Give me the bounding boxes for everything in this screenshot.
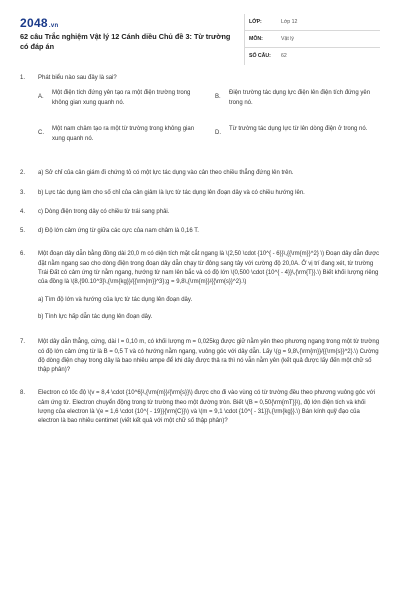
question-item — [20, 208, 380, 217]
brand-tld: .vn — [48, 23, 59, 29]
question-text: Electron có tốc độ \(v = 8,4 \cdot {10^6}\,{\rm{m}}/{\rm{s}}\) được cho đi vào vùng có từ trường đều theo phương vuông góc với cảm ứng từ. Electron chuyển động trong từ trường theo một đường tròn. Biết \(B = 0,50{\rm{mT}}\), độ lớn điện tích và khối lượng của electron là \(e = 1,6 \cdot {10^{ - 19}}{\rm{C}}\) và \(m = 9,1 \cdot {10^{ - 31}}\,{\rm{kg}}.\) Bán kính quỹ đạo của electron là bao nhiêu centimet (viết kết quả với một chữ số thập phân)? — [38, 390, 375, 425]
option-text: Điện trường tác dụng lực điện lên điện tích đứng yên trong nó. — [229, 90, 371, 106]
option-letter: C. — [38, 130, 44, 137]
sub-question: b) Tính lực hấp dẫn tác dụng lên đoạn dây. — [38, 313, 153, 320]
meta-row-subject — [245, 31, 380, 48]
question-item — [20, 227, 380, 236]
question-number: 5. — [20, 228, 26, 235]
option-letter: B. — [215, 94, 221, 101]
option-letter: D. — [215, 130, 221, 137]
question-text: Một đoạn dây dẫn bằng đồng dài 20,0 m có diện tích mặt cắt ngang là \(2,50 \cdot {10^{ - 6}}\,{{\rm{m}}^2} \) Đoạn dây dẫn được đặt nằm ngang sao cho dòng điện trong đoạn dây dẫn chạy từ đông sang tây với cường độ 20,0A. Ở vị trí đang xét, từ trường Trái Đất có cảm ứng từ nằm ngang, hướng từ nam lên bắc và có độ lớn \(0,500 \cdot {10^{ - 4}}\,{\rm{T}}.\) Biết khối lượng riêng của đồng là \(8,{90.10^3}\,{\rm{kg}}/{{\rm{m}}^3};g = 9,8\,{\rm{m}}/{{\rm{s}}^2}.\) — [38, 251, 380, 286]
meta-label: SỐ CÂU: — [249, 53, 271, 59]
question-number: 8. — [20, 390, 26, 397]
meta-row-count — [245, 48, 380, 65]
option-text: Một điện tích đứng yên tạo ra một điện trường trong không gian xung quanh nó. — [52, 90, 191, 106]
meta-label: MÔN: — [249, 36, 263, 42]
document-header — [20, 14, 380, 60]
meta-value: Vật lý — [281, 36, 294, 42]
meta-table — [244, 14, 380, 65]
brand-name: 2048 — [20, 16, 48, 30]
option-letter: A. — [38, 94, 44, 101]
question-list — [20, 74, 380, 427]
document-title: 62 câu Trắc nghiệm Vật lý 12 Cánh diều Chủ đề 3: Từ trường có đáp án — [20, 32, 231, 51]
answer-options — [38, 90, 380, 159]
meta-row-class — [245, 14, 380, 31]
question-text: Phát biểu nào sau đây là sai? — [38, 75, 117, 81]
meta-value: Lớp 12 — [281, 19, 298, 25]
question-number: 1. — [20, 75, 26, 81]
question-item — [20, 250, 380, 322]
question-number: 4. — [20, 208, 26, 215]
question-text: c) Dòng điện trong dây có chiều từ trái sang phải. — [38, 208, 170, 215]
question-number: 7. — [20, 339, 26, 346]
question-number: 6. — [20, 251, 26, 258]
question-text: a) Sở chỉ của cân giám đi chứng tỏ có một lực tác dụng vào cân theo chiều thẳng đứng lên trên. — [38, 170, 294, 177]
question-number: 3. — [20, 189, 26, 196]
question-item — [20, 338, 380, 375]
question-item — [20, 389, 380, 426]
question-item — [20, 169, 380, 178]
question-text: Một dây dẫn thẳng, cứng, dài l = 0,10 m, có khối lượng m = 0,025kg được giữ nằm yên theo phương ngang trong một từ trường có độ lớn cảm ứng từ là B = 0,5 T và có hướng nằm ngang, vuông góc với dây dẫn. Lấy \(g = 9,8\,{\rm{m}}/{{\rm{s}}^2}.\) Cường độ dòng điện chạy trong dây là bao nhiêu ampe để khi dây được thả ra thì nó vẫn nằm yên (kết quả được lấy đến một chữ số thập phân)? — [38, 339, 380, 374]
question-text: d) Độ lớn cảm ứng từ giữa các cực của nam châm là 0,16 T. — [38, 228, 199, 235]
question-item — [20, 74, 380, 159]
question-text: b) Lực tác dụng làm cho số chỉ của cân giảm là lực từ tác dụng lên đoạn dây và có chiều hướng lên. — [38, 189, 305, 196]
option-text: Một nam châm tạo ra một từ trường trong không gian xung quanh nó. — [52, 126, 195, 142]
question-item — [20, 189, 380, 198]
question-number: 2. — [20, 170, 26, 177]
meta-label: LỚP: — [249, 19, 262, 25]
sub-question: a) Tìm độ lớn và hướng của lực từ tác dụng lên đoạn dây. — [38, 296, 193, 303]
brand-logo[interactable] — [20, 16, 58, 30]
option-text: Từ trường tác dụng lực từ lên dòng điện ở trong nó. — [229, 126, 368, 133]
meta-value: 62 — [281, 53, 287, 59]
